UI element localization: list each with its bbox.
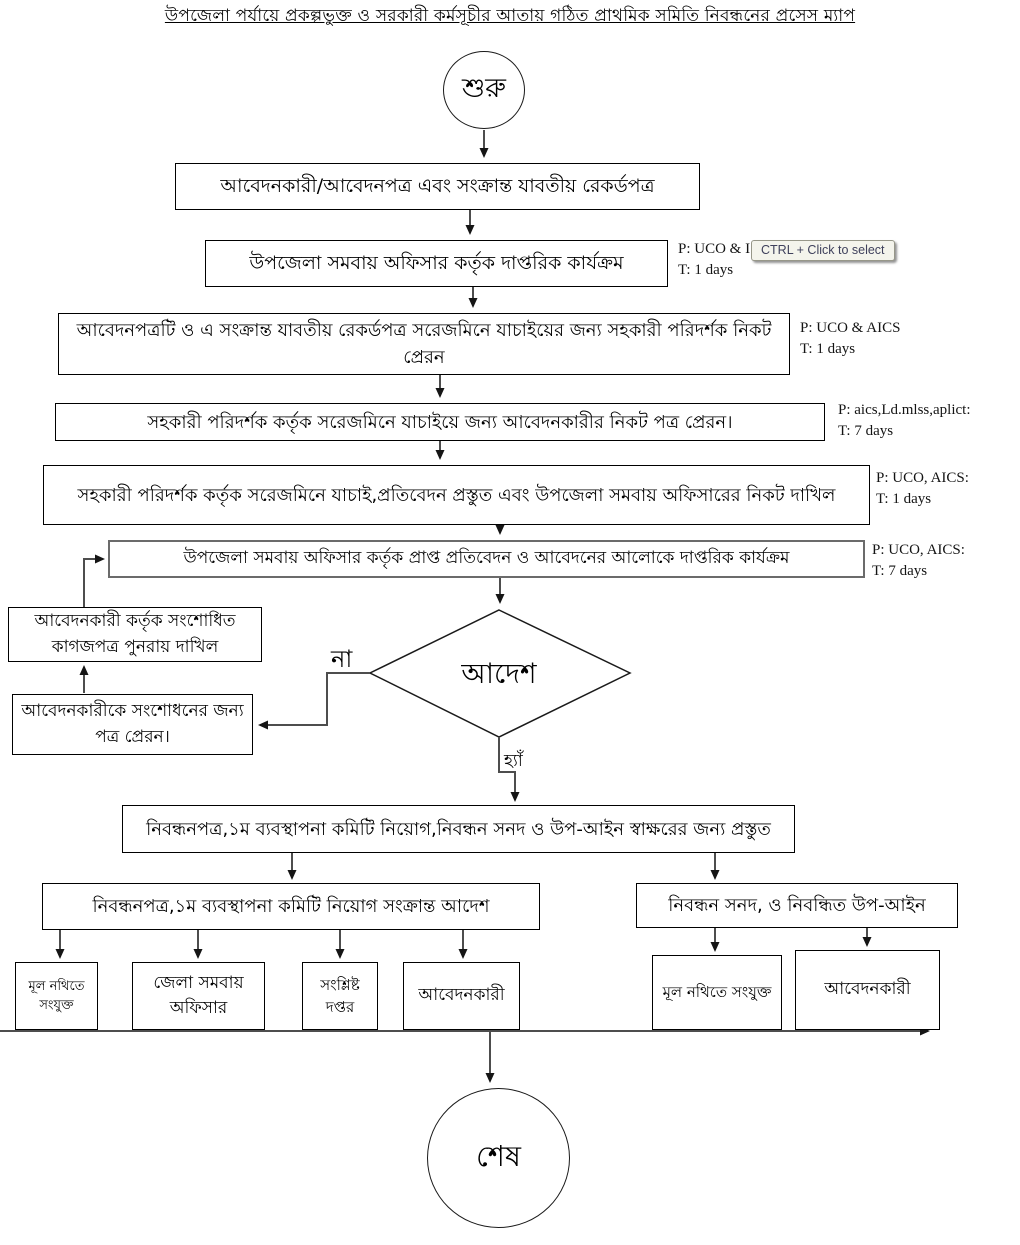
leaf-applicant-right-box[interactable]: আবেদনকারী: [795, 950, 940, 1030]
end-terminal[interactable]: শেষ: [427, 1088, 570, 1228]
step6-time-text: T: 7 days: [872, 563, 928, 579]
leaf-concerned-office-box[interactable]: সংশ্লিষ্ট দপ্তর: [302, 962, 378, 1030]
step5-field-verification-report-box[interactable]: সহকারী পরিদর্শক কর্তৃক সরেজমিনে যাচাই,প্রতিবেদন প্রস্তুত এবং উপজেলা সমবায় অফিসারের নিকট দাখিল: [43, 465, 870, 525]
step4-time-text: T: 7 days: [838, 423, 894, 439]
feedback-sendback-box[interactable]: আবেদনকারীকে সংশোধনের জন্য পত্র প্রেরন।: [12, 694, 253, 755]
step3-time-text: T: 1 days: [800, 341, 856, 357]
decision-yes-label: হ্যাঁ: [504, 751, 523, 771]
leaf-applicant-left-box[interactable]: আবেদনকারী: [403, 962, 520, 1030]
leaf-district-cooperative-officer-box[interactable]: জেলা সমবায় অফিসার: [132, 962, 265, 1030]
step2-time-text: T: 1 days: [678, 262, 734, 278]
wire-decision-no-to-sendback: [260, 673, 370, 725]
step6-annotation: [872, 540, 965, 582]
branch-right-certificate-bylaws-box[interactable]: নিবন্ধন সনদ, ও নিবন্ধিত উপ-আইন: [636, 883, 958, 928]
step4-annotation: [838, 400, 971, 442]
prepare-registration-docs-box[interactable]: নিবন্ধনপত্র,১ম ব্যবস্থাপনা কমিটি নিয়োগ,নিবন্ধন সনদ ও উপ-আইন স্বাক্ষরের জন্য প্রস্তুত: [122, 805, 795, 853]
decision-label: আদেশ: [461, 657, 537, 690]
wire-resubmit-to-step6: [84, 559, 103, 607]
step4-performer-text: P: aics,Ld.mlss,aplict:: [838, 402, 971, 418]
step3-annotation: [800, 318, 900, 360]
leaf-main-file-attach-right-box[interactable]: মূল নথিতে সংযুক্ত: [652, 955, 782, 1030]
branch-left-committee-order-box[interactable]: নিবন্ধনপত্র,১ম ব্যবস্থাপনা কমিটি নিয়োগ সংক্রান্ত আদেশ: [42, 883, 540, 930]
step3-performer-text: P: UCO & AICS: [800, 320, 901, 336]
leaf-main-file-attach-box[interactable]: মূল নথিতে সংযুক্ত: [15, 962, 98, 1030]
decision-no-label: না: [331, 645, 353, 673]
ctrl-click-tooltip: CTRL + Click to select: [751, 240, 895, 261]
step2-uco-official-action-box[interactable]: উপজেলা সমবায় অফিসার কর্তৃক দাপ্তরিক কার্যক্রম: [205, 240, 668, 287]
step6-official-action-on-report-box[interactable]: উপজেলা সমবায় অফিসার কর্তৃক প্রাপ্ত প্রতিবেদন ও আবেদনের আলোকে দাপ্তরিক কার্যক্রম: [108, 540, 865, 578]
step1-applicant-records-box[interactable]: আবেদনকারী/আবেদনপত্র এবং সংক্রান্ত যাবতীয় রেকর্ডপত্র: [175, 163, 700, 210]
step6-performer-text: P: UCO, AICS:: [872, 542, 965, 558]
start-terminal[interactable]: শুরু: [443, 51, 525, 129]
feedback-resubmit-box[interactable]: আবেদনকারী কর্তৃক সংশোধিত কাগজপত্র পুনরায় দাখিল: [8, 607, 262, 662]
step3-send-to-inspector-box[interactable]: আবেদনপত্রটি ও এ সংক্রান্ত যাবতীয় রেকর্ডপত্র সরেজমিনে যাচাইয়ের জন্য সহকারী পরিদর্শক নিকট প্রেরন: [58, 313, 790, 375]
step4-letter-to-applicant-box[interactable]: সহকারী পরিদর্শক কর্তৃক সরেজমিনে যাচাইয়ে জন্য আবেদনকারীর নিকট পত্র প্রেরন।: [55, 403, 825, 441]
page-title: উপজেলা পর্যায়ে প্রকল্পভুক্ত ও সরকারী কর্মসূচীর আতায় গঠিত প্রাথমিক সমিতি নিবন্ধনের প্রসেস ম্যাপ: [164, 6, 856, 26]
step2-annotation: [678, 239, 750, 281]
step5-performer-text: P: UCO, AICS:: [876, 470, 969, 486]
step5-time-text: T: 1 days: [876, 491, 932, 507]
step5-annotation: [876, 468, 969, 510]
step2-performer-text: P: UCO & I: [678, 241, 751, 257]
